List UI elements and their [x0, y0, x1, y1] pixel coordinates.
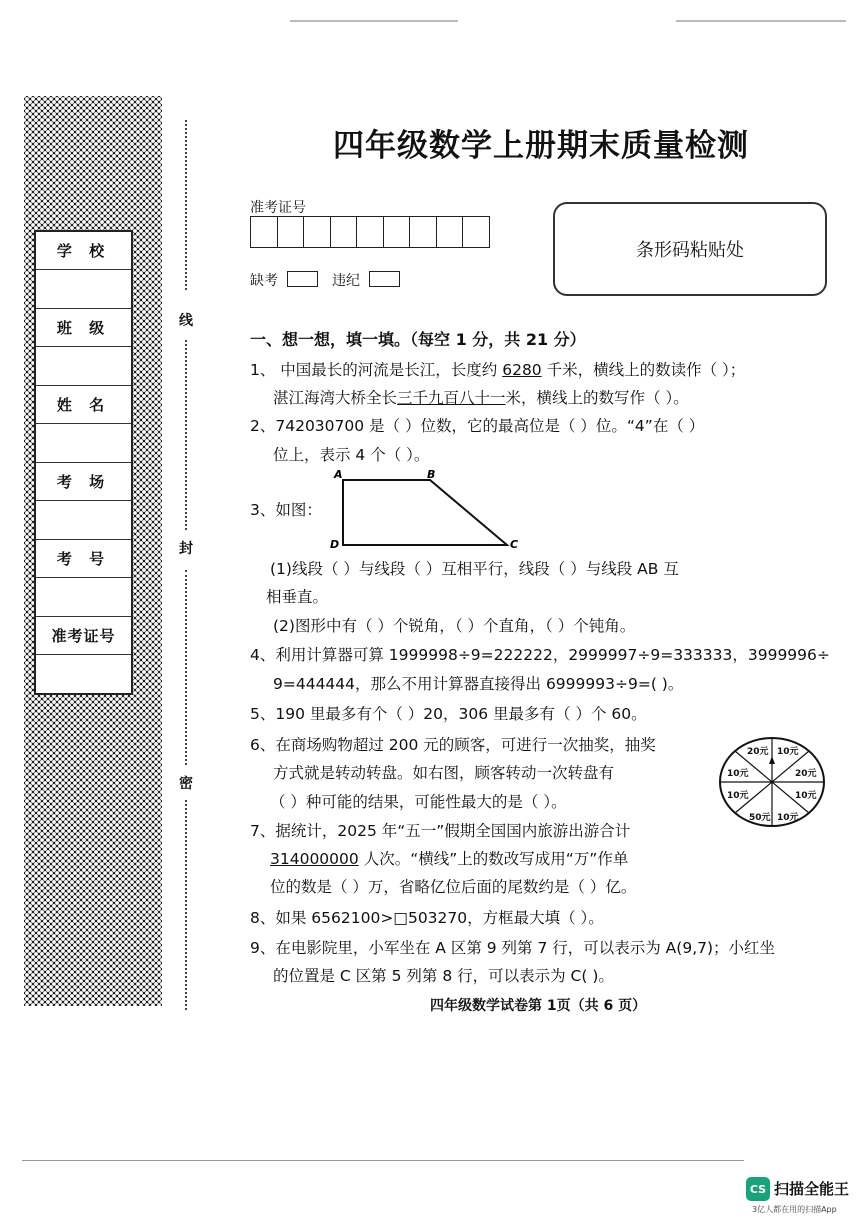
field-id-blank[interactable] [36, 655, 131, 693]
seal-char-secret: 密 [179, 776, 193, 792]
q1-underlined-words: 三千九百八十一 [397, 389, 506, 407]
id-digit-box[interactable] [384, 217, 411, 247]
wheel-slice-label: 10元 [795, 791, 817, 801]
field-id-label: 准考证号 [36, 617, 131, 655]
page-footer: 四年级数学试卷第 1页（共 6 页） [430, 998, 647, 1014]
wheel-slice-label: 10元 [727, 769, 749, 779]
question-5: 5、190 里最多有个（ ）20，306 里最多有（ ）个 60。 [250, 705, 647, 723]
seal-line-2 [185, 340, 187, 530]
q1-text-2: 湛江海湾大桥全长 [273, 389, 398, 407]
id-digit-box[interactable] [463, 217, 489, 247]
field-class-blank[interactable] [36, 347, 131, 386]
vertex-label-b: B [427, 468, 436, 481]
question-1-line-2 [273, 388, 689, 408]
violation-label: 违纪 [332, 273, 360, 289]
question-3-sub-1-cont: 相垂直。 [266, 588, 329, 606]
wheel-slice-label: 20元 [747, 747, 769, 757]
id-digit-box[interactable] [357, 217, 384, 247]
seal-line-4 [185, 800, 187, 1010]
field-school-blank[interactable] [36, 270, 131, 309]
id-digit-box[interactable] [278, 217, 305, 247]
question-7-line-1: 7、据统计，2025 年“五一”假期全国国内旅游出游合计 [250, 822, 631, 840]
q1-text-end: 千米，横线上的数读作（ ）； [541, 361, 746, 379]
id-digit-box[interactable] [331, 217, 358, 247]
seal-char-line: 线 [179, 313, 193, 329]
camscanner-logo-icon: CS [746, 1177, 770, 1201]
question-9-line-2: 的位置是 C 区第 5 列第 8 行，可以表示为 C( )。 [273, 967, 614, 985]
question-1-line-1 [250, 360, 745, 380]
scan-bottom-edge [22, 1160, 744, 1161]
wheel-slice-label: 50元 [749, 813, 771, 823]
absent-checkbox[interactable] [287, 271, 318, 287]
field-class-label: 班 级 [36, 309, 131, 347]
scan-edge-top-right [676, 20, 846, 22]
question-7-line-2 [270, 849, 628, 869]
id-digit-box[interactable] [437, 217, 464, 247]
field-name-label: 姓 名 [36, 386, 131, 424]
camscanner-name: 扫描全能王 [774, 1180, 850, 1198]
wheel-slice-label: 20元 [795, 769, 817, 779]
question-8: 8、如果 6562100>□503270，方框最大填（ ）。 [250, 909, 604, 927]
question-6-line-3: （ ）种可能的结果，可能性最大的是（ ）。 [270, 793, 567, 811]
wheel-slice-label: 10元 [777, 747, 799, 757]
id-digit-box[interactable] [304, 217, 331, 247]
q1-text-2-end: 米，横线上的数写作（ ）。 [505, 389, 689, 407]
field-number-label: 考 号 [36, 540, 131, 578]
field-number-blank[interactable] [36, 578, 131, 617]
id-number-boxes[interactable] [250, 216, 490, 248]
id-digit-box[interactable] [410, 217, 437, 247]
vertex-label-c: C [510, 538, 519, 551]
field-name-blank[interactable] [36, 424, 131, 463]
question-9-line-1: 9、在电影院里，小军坐在 A 区第 9 列第 7 行，可以表示为 A(9,7)；小红坐 [250, 939, 776, 957]
field-room-label: 考 场 [36, 463, 131, 501]
id-label: 准考证号 [250, 200, 306, 216]
question-3-sub-2: (2)图形中有（ ）个锐角，（ ）个直角，（ ）个钝角。 [273, 617, 636, 635]
seal-line-1 [185, 120, 187, 290]
violation-checkbox[interactable] [369, 271, 400, 287]
question-2-line-1: 2、742030700 是（ ）位数，它的最高位是（ ）位。“4”在（ ） [250, 417, 705, 435]
vertex-label-a: A [334, 468, 343, 481]
field-school-label: 学 校 [36, 232, 131, 270]
question-7-line-3: 位的数是（ ）万，省略亿位后面的尾数约是（ ）亿。 [270, 878, 637, 896]
question-4-line-1: 4、利用计算器可算 1999998÷9=222222，2999997÷9=333333，3999996÷ [250, 646, 830, 664]
field-room-blank[interactable] [36, 501, 131, 540]
wheel-slice-label: 10元 [777, 813, 799, 823]
barcode-label: 条形码粘贴处 [636, 240, 744, 261]
barcode-area [553, 202, 827, 296]
question-3-sub-1: (1)线段（ ）与线段（ ）互相平行，线段（ ）与线段 AB 互 [270, 560, 679, 578]
trapezoid-shape [343, 480, 507, 545]
camscanner-tagline: 3亿人都在用的扫描App [752, 1205, 837, 1214]
wheel-slice-label: 10元 [727, 791, 749, 801]
prize-wheel [717, 736, 827, 828]
question-2-line-2: 位上，表示 4 个（ ）。 [273, 446, 430, 464]
student-info-table [34, 230, 133, 695]
id-digit-box[interactable] [251, 217, 278, 247]
q7-text-2: 人次。“横线”上的数改写成用“万”作单 [358, 850, 629, 868]
seal-char-seal: 封 [179, 541, 193, 557]
seal-line-3 [185, 570, 187, 765]
question-3-line-1: 3、如图： [250, 501, 322, 519]
scan-edge-top-left [290, 20, 458, 22]
q7-underlined-number: 314000000 [270, 850, 359, 868]
page-title: 四年级数学上册期末质量检测 [333, 128, 749, 164]
vertex-label-d: D [330, 538, 340, 551]
section-heading: 一、想一想，填一填。（每空 1 分，共 21 分） [250, 330, 586, 349]
q1-underlined-number: 6280 [502, 361, 542, 379]
trapezoid-figure [330, 466, 530, 552]
q1-text: 1、 中国最长的河流是长江，长度约 [250, 361, 503, 379]
question-4-line-2: 9=444444，那么不用计算器直接得出 6999993÷9=( )。 [273, 675, 684, 693]
absent-label: 缺考 [250, 273, 278, 289]
question-6-line-2: 方式就是转动转盘。如右图，顾客转动一次转盘有 [273, 764, 615, 782]
question-6-line-1: 6、在商场购物超过 200 元的顾客，可进行一次抽奖，抽奖 [250, 736, 656, 754]
